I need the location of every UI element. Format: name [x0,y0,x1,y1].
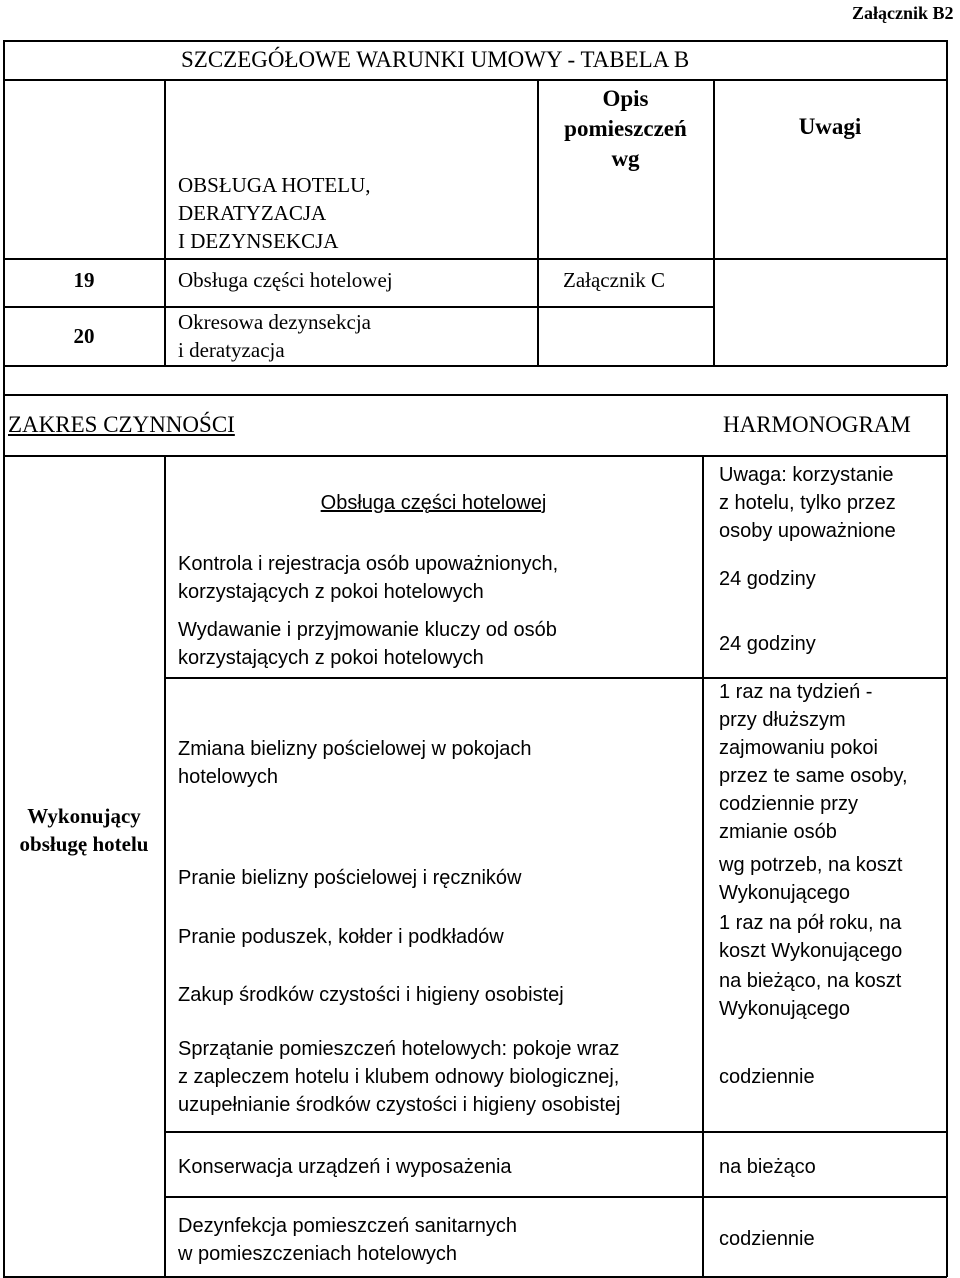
task-schedule: 1 raz na tydzień - przy dłuższym zajmowaniu pokoi przez te same osoby, codziennie przy zmianie osób [719,681,908,843]
table-title: SZCZEGÓŁOWE WARUNKI UMOWY - TABELA B [181,47,690,72]
annex-label: Załącznik B2 [852,3,954,23]
description-column-header: Opis pomieszczeń wg [564,86,687,171]
task-schedule: codziennie [719,1228,815,1250]
performer-label: Wykonujący obsługę hotelu [19,804,149,856]
notes-column-header: Uwagi [798,114,862,139]
task-description: Konserwacja urządzeń i wyposażenia [178,1156,512,1178]
task-description: Wydawanie i przyjmowanie kluczy od osób korzystających z pokoi hotelowych [178,619,557,669]
section-title: OBSŁUGA HOTELU, DERATYZACJA I DEZYNSEKCJA [178,173,371,253]
group-title: Obsługa części hotelowej [320,492,547,514]
task-description: Pranie poduszek, kołder i podkładów [178,926,504,948]
row-number: 20 [73,324,95,348]
task-description: Zakup środków czystości i higieny osobistej [178,984,564,1006]
task-description: Sprzątanie pomieszczeń hotelowych: pokoje wraz z zapleczem hotelu i klubem odnowy biologicznej, uzupełnianie środków czystości i higieny osobistej [178,1038,621,1116]
task-schedule: na bieżąco [719,1156,816,1178]
task-description: Pranie bielizny pościelowej i ręczników [178,867,522,889]
task-description: Kontrola i rejestracja osób upoważnionych, korzystających z pokoi hotelowych [178,553,559,603]
row-name: Okresowa dezynsekcja i deratyzacja [178,310,371,362]
task-schedule: 24 godziny [719,633,816,655]
row-description: Załącznik C [563,268,666,292]
row-name: Obsługa części hotelowej [178,268,393,292]
task-schedule: wg potrzeb, na koszt Wykonującego [719,854,903,904]
group-note: Uwaga: korzystanie z hotelu, tylko przez osoby upoważnione [719,464,896,542]
task-schedule: na bieżąco, na koszt Wykonującego [719,970,902,1020]
task-schedule: 1 raz na pół roku, na koszt Wykonującego [719,912,903,962]
task-schedule: 24 godziny [719,568,816,590]
task-description: Zmiana bielizny pościelowej w pokojach hotelowych [178,738,532,788]
task-schedule: codziennie [719,1066,815,1088]
row-number: 19 [73,268,95,292]
schedule-header: HARMONOGRAM [723,412,911,437]
task-description: Dezynfekcja pomieszczeń sanitarnych w pomieszczeniach hotelowych [178,1215,518,1265]
scope-header: ZAKRES CZYNNOŚCI [8,412,235,437]
